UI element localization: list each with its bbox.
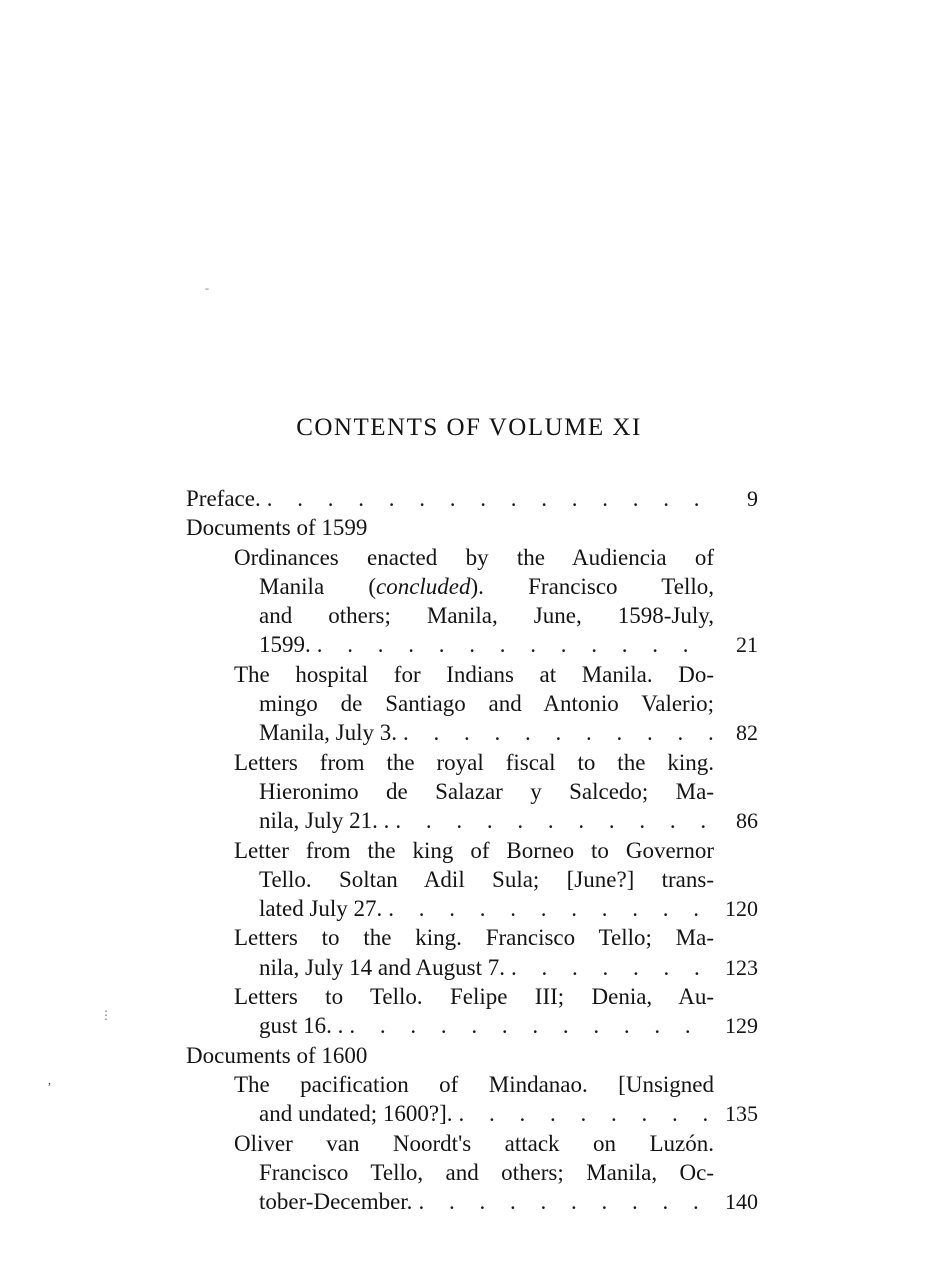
toc-entry-line <box>186 1099 758 1128</box>
toc-entry-text: Ordinances enacted by the Audiencia of <box>234 544 714 570</box>
table-of-contents <box>186 484 758 1216</box>
toc-entry-line <box>186 806 758 835</box>
toc-entry-text: The hospital for Indians at Manila. Do- <box>234 661 714 687</box>
scan-speck: ⋮ <box>100 1008 112 1022</box>
toc-page-number: 120 <box>725 896 758 922</box>
toc-entry-noordt <box>186 1129 758 1217</box>
toc-entry-line <box>186 865 758 894</box>
toc-entry-line <box>186 630 758 659</box>
toc-entry-line <box>186 1158 758 1187</box>
toc-entry-line <box>186 572 758 601</box>
toc-page-number: 129 <box>725 1013 758 1039</box>
toc-entry-text: nila, July 14 and August 7. <box>259 954 505 980</box>
toc-entry-line <box>186 1070 758 1099</box>
toc-entry-line <box>186 1187 758 1216</box>
toc-entry-text: Francisco Tello, and others; Manila, Oc- <box>259 1159 714 1185</box>
dot-leader <box>505 953 714 982</box>
toc-page-number: 140 <box>725 1189 758 1215</box>
toc-entry-text: nila, July 21. . <box>259 808 390 834</box>
toc-entry-line <box>186 777 758 806</box>
toc-entry-line <box>186 543 758 572</box>
toc-entry-letter-borneo <box>186 836 758 924</box>
toc-entry-text: lated July 27. <box>259 896 383 922</box>
section-heading-1599: Documents of 1599 <box>186 515 368 541</box>
toc-entry-text: Manila, July 3. <box>259 720 397 746</box>
toc-entry-letters-fiscal <box>186 748 758 836</box>
toc-entry-letters-tello <box>186 982 758 1041</box>
toc-entry-text: Manila (concluded). Francisco Tello, <box>259 573 714 599</box>
toc-entry-letters-king <box>186 923 758 982</box>
dot-leader <box>343 1011 714 1040</box>
toc-entry-text: Oliver van Noordt's attack on Luzón. <box>234 1130 714 1156</box>
toc-entry-text: and others; Manila, June, 1598-July, <box>259 603 714 629</box>
page-title: CONTENTS OF VOLUME XI <box>296 414 642 441</box>
toc-entry-text: Letters to the king. Francisco Tello; Ma- <box>234 925 714 951</box>
dot-leader <box>397 718 714 747</box>
dot-leader <box>453 1099 714 1128</box>
toc-entry-text: The pacification of Mindanao. [Unsigned <box>234 1071 714 1097</box>
toc-entry-text: tober-December. <box>259 1189 413 1215</box>
toc-entry-line <box>186 836 758 865</box>
toc-entry-mindanao <box>186 1070 758 1129</box>
dot-leader <box>311 630 714 659</box>
section-heading-1600: Documents of 1600 <box>186 1042 368 1068</box>
toc-entry-line <box>186 1011 758 1040</box>
toc-entry-text: Letters to Tello. Felipe III; Denia, Au- <box>234 984 714 1010</box>
toc-entry-line <box>186 718 758 747</box>
dot-leader <box>261 484 714 513</box>
toc-entry-text: Letters from the royal fiscal to the king. <box>234 749 714 775</box>
scan-speck: , <box>48 1073 51 1087</box>
toc-entry-title: Preface. <box>186 486 261 511</box>
toc-page-number: 123 <box>725 954 758 980</box>
toc-entry-text: Letter from the king of Borneo to Governor <box>234 837 714 863</box>
toc-page-number: 9 <box>747 486 758 511</box>
toc-entry-line <box>186 923 758 952</box>
dot-leader <box>382 894 714 923</box>
toc-entry-text: 1599. <box>259 632 311 658</box>
toc-entry-hospital <box>186 660 758 748</box>
toc-entry-line <box>186 689 758 718</box>
toc-entry-text: and undated; 1600?]. <box>259 1101 453 1127</box>
toc-page-number: 21 <box>736 632 758 658</box>
scan-speck: - <box>205 281 209 295</box>
toc-entry-preface <box>186 484 758 513</box>
toc-entry-text: Hieronimo de Salazar y Salcedo; Ma- <box>259 778 714 804</box>
toc-entry-line <box>186 601 758 630</box>
toc-entry-text: mingo de Santiago and Antonio Valerio; <box>259 691 714 717</box>
toc-entry-ordinances <box>186 543 758 660</box>
toc-page-number: 135 <box>725 1101 758 1127</box>
toc-entry-line <box>186 982 758 1011</box>
toc-page-number: 82 <box>736 720 758 746</box>
dot-leader <box>412 1187 714 1216</box>
dot-leader <box>389 806 714 835</box>
toc-entry-text: gust 16. . <box>259 1013 344 1039</box>
toc-entry-text: Tello. Soltan Adil Sula; [June?] trans- <box>259 866 714 892</box>
toc-entry-line <box>186 894 758 923</box>
toc-page-number: 86 <box>736 808 758 834</box>
toc-entry-line <box>186 660 758 689</box>
toc-entry-line <box>186 1129 758 1158</box>
toc-entry-line <box>186 748 758 777</box>
toc-entry-line <box>186 953 758 982</box>
